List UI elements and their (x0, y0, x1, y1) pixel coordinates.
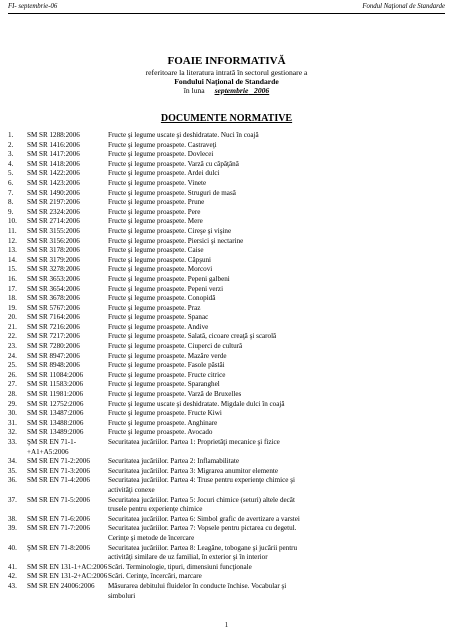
document-description (108, 198, 438, 208)
document-code: SM SR 3179:2006 (27, 255, 80, 264)
document-row (8, 371, 448, 381)
document-number: 4. (8, 159, 14, 168)
document-description (108, 563, 438, 573)
document-code: SM SR 2714:2006 (27, 217, 80, 226)
title-fund-name: Fondului Naţional de Standarde (174, 77, 279, 86)
document-row (8, 313, 448, 323)
page-number: 1 (224, 622, 229, 629)
document-description (108, 582, 438, 601)
description-line: trusele pentru experienţe chimice (108, 505, 203, 514)
document-row (8, 352, 448, 362)
document-code: ŞM SR EN 71-8:2006 (27, 543, 90, 552)
document-row (8, 476, 448, 495)
document-number: 19. (8, 303, 17, 312)
document-description (108, 361, 438, 371)
document-code: SM SR 3178:2006 (27, 246, 80, 255)
document-number: 1. (8, 131, 14, 139)
document-number: 36. (8, 476, 17, 485)
document-row (8, 380, 448, 390)
description-line: Fructe şi legume proaspete. Ciuperci de cultură (108, 342, 243, 351)
document-row (8, 438, 448, 448)
description-line: Fructe şi legume proaspete. Castraveţi (108, 140, 217, 149)
document-row (8, 208, 448, 218)
document-number: 7. (8, 188, 14, 197)
document-row (8, 572, 448, 582)
document-code: SM SR 1288:2006 (27, 131, 80, 139)
document-code: +A1+A5:2006 (27, 447, 69, 456)
document-code: SM SR 1422:2006 (27, 169, 80, 178)
document-description (108, 131, 438, 141)
document-number: 14. (8, 255, 17, 264)
description-line: Fructe şi legume proaspete. Căpşuni (108, 255, 212, 264)
description-line: Fructe şi legume proaspete. Fasole păstăi (108, 361, 225, 370)
description-line: Fructe şi legume proaspete. Piersici şi nectarine (108, 236, 244, 245)
documents-list (8, 131, 448, 601)
document-code: SM SR EN 71-3:2006 (27, 466, 90, 475)
document-description (108, 428, 438, 438)
title-subline: referitoare la literatura intrată în sectorul gestionare a (145, 68, 308, 77)
document-number: 11. (8, 226, 17, 235)
document-code: SM SR 11583:2006 (27, 380, 84, 389)
document-description (108, 467, 438, 477)
document-code: SM SR 3155:2006 (27, 226, 80, 235)
document-number: 17. (8, 284, 17, 293)
description-line: Fructe şi legume proaspete. Ardei dulci (108, 169, 220, 178)
document-row (8, 217, 448, 227)
description-line: Fructe şi legume proaspete. Spanac (108, 313, 209, 322)
document-number: 43. (8, 581, 17, 590)
document-row (8, 400, 448, 410)
description-line: Securitatea jucăriilor. Partea 1: Proprietăţi mecanice şi fizice (108, 438, 280, 446)
description-line: Fructe şi legume proaspete. Sparanghel (108, 380, 220, 389)
document-description (108, 352, 438, 362)
document-description (108, 409, 438, 419)
document-number: 34. (8, 457, 17, 466)
description-line: Fructe şi legume proaspete. Pepeni verzi (108, 284, 224, 293)
document-description (108, 275, 438, 285)
document-row (8, 342, 448, 352)
document-number: 21. (8, 322, 17, 331)
document-code: SM SR 8948:2006 (27, 361, 80, 370)
document-number: 13. (8, 246, 17, 255)
document-description (108, 256, 438, 266)
description-line: Fructe şi legume proaspete. Morcovi (108, 265, 213, 274)
document-row (8, 390, 448, 400)
document-description (108, 524, 438, 543)
section-title: DOCUMENTE NORMATIVE (160, 113, 293, 124)
document-description (108, 265, 438, 275)
document-description (108, 544, 438, 563)
document-code: SM SR 13487:2006 (27, 409, 84, 418)
document-row (8, 332, 448, 342)
header-rule (8, 13, 445, 14)
description-line: Fructe şi legume proaspete. Andive (108, 322, 209, 331)
description-line: Fructe şi legume proaspete. Dovlecei (108, 150, 214, 159)
document-code: SM SR 13489:2006 (27, 428, 84, 437)
description-line (108, 448, 438, 458)
document-code: SM SR EN 71-6:2006 (27, 514, 90, 523)
document-description (108, 323, 438, 333)
document-description (108, 141, 438, 151)
description-line: Fructe şi legume proaspete. Conopidă (108, 294, 216, 303)
document-number (8, 448, 27, 458)
document-description (108, 515, 438, 525)
document-description (108, 496, 438, 515)
document-description (108, 457, 438, 467)
document-number: 12. (8, 236, 17, 245)
document-number: 39. (8, 524, 17, 533)
description-line: Securitatea jucăriilor. Partea 2: Inflamabilitate (108, 457, 239, 466)
document-row (8, 428, 448, 438)
document-code: SM SR EN 71-7:2006 (27, 524, 90, 533)
document-code: SM SR 1418:2006 (27, 159, 80, 168)
document-description (108, 380, 438, 390)
description-line: Fructe şi legume proaspete. Salată, cicoare creaţă şi scarolă (108, 332, 277, 341)
document-description (108, 150, 438, 160)
month-name: septembrie (214, 86, 249, 95)
document-row (8, 448, 448, 458)
document-code: SM SR 3654:2006 (27, 284, 80, 293)
document-code: SM SR 3278:2006 (27, 265, 80, 274)
document-description (108, 189, 438, 199)
description-line: Fructe şi legume proaspete. Vinete (108, 178, 207, 187)
document-description (108, 304, 438, 314)
document-row (8, 256, 448, 266)
description-line: simboluri (108, 591, 136, 600)
document-description (108, 169, 438, 179)
document-row (8, 304, 448, 314)
document-row (8, 189, 448, 199)
page-header (8, 2, 445, 14)
document-number: 33. (8, 438, 17, 446)
document-row (8, 198, 448, 208)
description-line: Fructe şi legume proaspete. Pere (108, 207, 201, 216)
document-code: SM SR 2324:2006 (27, 207, 80, 216)
description-line: Cerinţe şi metode de încercare (108, 533, 195, 542)
description-line: Fructe şi legume proaspete. Pepeni galbeni (108, 274, 230, 283)
document-code: SM SR 11981:2006 (27, 390, 84, 399)
document-row (8, 141, 448, 151)
document-number: 22. (8, 332, 17, 341)
document-number: 6. (8, 178, 14, 187)
description-line: Fructe şi legume proaspete. Avocado (108, 428, 213, 437)
document-description (108, 438, 438, 448)
document-description (108, 294, 438, 304)
document-description (108, 342, 438, 352)
document-row (8, 544, 448, 563)
document-number: 2. (8, 140, 14, 149)
document-description (108, 237, 438, 247)
document-description (108, 448, 438, 458)
document-code: SM SR EN 71-2:2006 (27, 457, 90, 466)
document-number: 23. (8, 342, 17, 351)
document-row (8, 409, 448, 419)
document-code: SM SR 13488:2006 (27, 418, 84, 427)
description-line: Fructe şi legume proaspete. Fructe citrice (108, 370, 226, 379)
description-line: Fructe şi legume uscate şi deshidratate. Migdale dulci în coajă (108, 399, 285, 408)
description-line: Fructe şi legume proaspete. Varză cu căpăţână (108, 159, 239, 168)
document-row (8, 275, 448, 285)
document-number: 41. (8, 562, 17, 571)
document-description (108, 313, 438, 323)
month-prefix: în luna (183, 86, 205, 95)
description-line: Scări. Cerinţe, încercări, marcare (108, 572, 202, 581)
document-number: 42. (8, 572, 17, 581)
description-line: Securitatea jucăriilor. Partea 4: Truse pentru experienţe chimice şi (108, 476, 295, 485)
document-description (108, 400, 438, 410)
document-number: 16. (8, 274, 17, 283)
document-description (108, 572, 438, 582)
document-row (8, 294, 448, 304)
document-description (108, 419, 438, 429)
description-line: Măsurarea debitului fluidelor în conducte închise. Vocabular şi (108, 581, 287, 590)
title-month-line (0, 86, 453, 95)
document-description (108, 227, 438, 237)
month-year: 2006 (254, 86, 270, 95)
document-code: SM SR EN 131-2+AC:2006 (27, 572, 108, 581)
document-code: SM SR EN 131-1+AC:2006 (27, 562, 108, 571)
document-code: SM SR EN 71-4:2006 (27, 476, 90, 485)
document-code: SM SR 2197:2006 (27, 198, 80, 207)
document-number: 26. (8, 370, 17, 379)
header-left-text: FI- septembrie-06 (8, 3, 58, 10)
document-number: 40. (8, 543, 17, 552)
document-code: SM SR 3678:2006 (27, 294, 80, 303)
document-code: SM SR 7164:2006 (27, 313, 80, 322)
document-number: 3. (8, 150, 14, 159)
document-row (8, 467, 448, 477)
document-code: SM SR 1423:2006 (27, 178, 80, 187)
document-number: 29. (8, 399, 17, 408)
document-row (8, 227, 448, 237)
description-line: Securitatea jucăriilor. Partea 6: Simbol grafic de avertizare a varstei (108, 514, 300, 523)
document-row (8, 515, 448, 525)
description-line: activităţi similare de uz familial, în exterior şi în interior (108, 553, 268, 562)
document-description (108, 390, 438, 400)
document-row (8, 285, 448, 295)
document-number: 9. (8, 207, 14, 216)
document-number: 20. (8, 313, 17, 322)
document-code: ŞM SR EN 71-1- (27, 438, 77, 446)
document-number: 27. (8, 380, 17, 389)
document-row (8, 237, 448, 247)
document-code: SM SR 12752:2006 (27, 399, 84, 408)
document-row (8, 246, 448, 256)
description-line: activităţi conexe (108, 485, 155, 494)
description-line: Fructe şi legume proaspete. Fructe Kiwi (108, 409, 222, 418)
document-description (108, 179, 438, 189)
description-line: Fructe şi legume uscate şi deshidratate. Nuci în coajă (108, 131, 259, 139)
document-code: SM SR 1490:2006 (27, 188, 80, 197)
document-number: 15. (8, 265, 17, 274)
description-line: Fructe şi legume proaspete. Varză de Bruxelles (108, 390, 242, 399)
document-row (8, 361, 448, 371)
month-value (215, 86, 270, 95)
document-description (108, 208, 438, 218)
title-block (0, 55, 453, 95)
description-line: Securitatea jucăriilor. Partea 7: Vopsele pentru pictarea cu degetul. (108, 524, 297, 533)
document-code: SM SR 7280:2006 (27, 342, 80, 351)
document-title: FOAIE INFORMATIVĂ (167, 55, 286, 67)
header-right-text: Fondul Naţional de Standarde (362, 3, 445, 10)
description-line: Fructe şi legume proaspete. Prune (108, 198, 205, 207)
description-line: Fructe şi legume proaspete. Cireşe şi vişine (108, 226, 232, 235)
document-description (108, 246, 438, 256)
document-number: 24. (8, 351, 17, 360)
document-description (108, 285, 438, 295)
description-line: Scări. Terminologie, tipuri, dimensiuni funcţionale (108, 562, 252, 571)
description-line: Securitatea jucăriilor. Partea 3: Migrarea anumitor elemente (108, 466, 278, 475)
document-row (8, 265, 448, 275)
document-number: 25. (8, 361, 17, 370)
document-number: 10. (8, 217, 17, 226)
document-row (8, 169, 448, 179)
document-number: 5. (8, 169, 14, 178)
description-line: Fructe şi legume proaspete. Praz (108, 303, 201, 312)
document-code: SM SR 5767:2006 (27, 303, 80, 312)
document-description (108, 217, 438, 227)
document-row (8, 150, 448, 160)
document-code: SM SR 7216:2006 (27, 322, 80, 331)
document-row (8, 524, 448, 543)
document-code: SM SR EN 71-5:2006 (27, 495, 90, 504)
document-number: 32. (8, 428, 17, 437)
document-code: SM SR 3653:2006 (27, 274, 80, 283)
document-number: 18. (8, 294, 17, 303)
document-code: SM SR 8947:2006 (27, 351, 80, 360)
document-code: SM SR 1417:2006 (27, 150, 80, 159)
document-code: SM SR 7217:2006 (27, 332, 80, 341)
description-line: Securitatea jucăriilor. Partea 5: Jocuri chimice (seturi) altele decât (108, 495, 295, 504)
description-line: Fructe şi legume proaspete. Mazăre verde (108, 351, 227, 360)
description-line: Fructe şi legume proaspete. Mere (108, 217, 203, 226)
document-description (108, 371, 438, 381)
document-number: 8. (8, 198, 14, 207)
document-row (8, 179, 448, 189)
description-line: Fructe şi legume proaspete. Struguri de masă (108, 188, 236, 197)
document-row (8, 131, 448, 141)
document-row (8, 419, 448, 429)
document-row (8, 323, 448, 333)
document-code: SM SR 1416:2006 (27, 140, 80, 149)
document-description (108, 160, 438, 170)
description-line: Fructe şi legume proaspete. Anghinare (108, 418, 218, 427)
document-description (108, 332, 438, 342)
document-number: 35. (8, 466, 17, 475)
document-number: 38. (8, 514, 17, 523)
document-row (8, 582, 448, 601)
description-line: Fructe şi legume proaspete. Caise (108, 246, 204, 255)
document-code: SM SR EN 24006:2006 (27, 581, 95, 590)
document-number: 30. (8, 409, 17, 418)
document-row (8, 496, 448, 515)
document-row (8, 457, 448, 467)
document-number: 28. (8, 390, 17, 399)
document-code: SM SR 11084:2006 (27, 370, 84, 379)
document-row (8, 160, 448, 170)
document-number: 37. (8, 495, 17, 504)
document-description (108, 476, 438, 495)
document-row (8, 563, 448, 573)
description-line: Securitatea jucăriilor. Partea 8: Leagăne, tobogane şi jucării pentru (108, 543, 298, 552)
document-code: SM SR 3156:2006 (27, 236, 80, 245)
document-number: 31. (8, 418, 17, 427)
